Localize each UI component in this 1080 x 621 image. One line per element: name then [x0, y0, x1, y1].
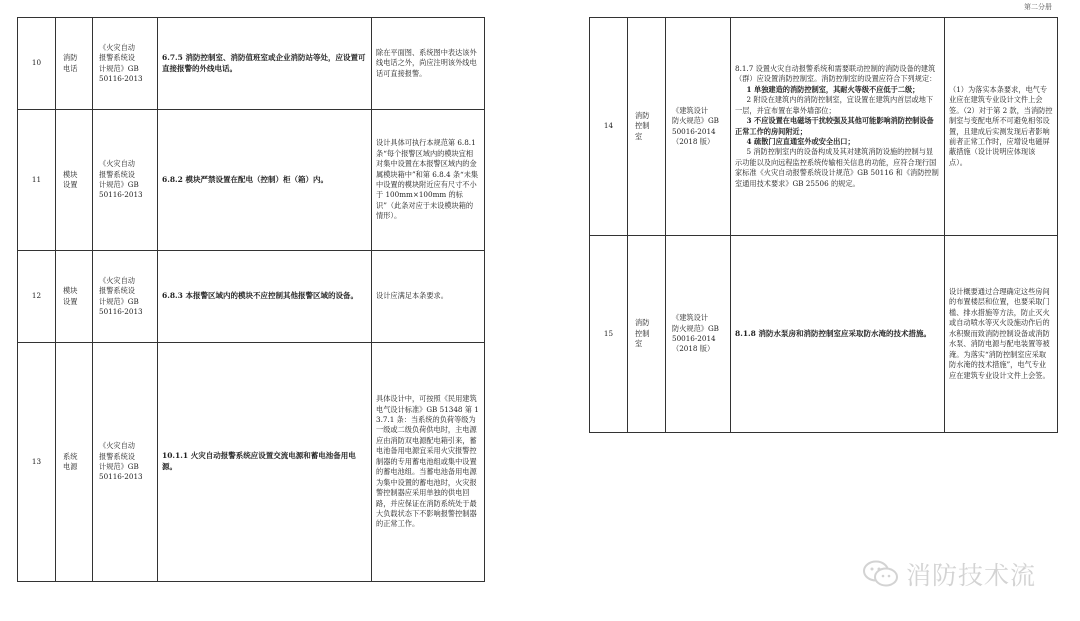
table-row	[590, 236, 1058, 433]
clause-cell	[731, 18, 945, 236]
page-label: 第二分册	[1024, 3, 1052, 11]
clause-cell: 6.8.3 本报警区域内的模块不应控制其他报警区域的设备。	[158, 251, 372, 343]
note-cell: 除在平面图、系统图中表达该外线电话之外，尚应注明该外线电话可直接报警。	[372, 18, 485, 110]
right-standards-table	[589, 17, 1058, 433]
clause-line: 8.1.7 设置火灾自动报警系统和需要联动控制的消防设备的建筑（群）应设置消防控制室。消防控制室的设置应符合下列规定：	[735, 63, 937, 84]
standard-cell: 《火灾自动 报警系统设 计规范》GB 50116-2013	[93, 251, 158, 343]
standard-cell: 《火灾自动 报警系统设 计规范》GB 50116-2013	[93, 110, 158, 251]
row-number: 13	[18, 343, 56, 582]
row-number: 14	[590, 18, 628, 236]
clause-line: 5 消防控制室内的设备构成及其对建筑消防设施的控制与显示功能以及向远程监控系统传输相关信息的功能，应符合现行国家标准《火灾自动报警系统设计规范》GB 50116 和《消防控制室通用技术要求》GB 25506 的规定。	[735, 147, 939, 188]
standard-cell: 《建筑设计 防火规范》GB 50016-2014 （2018 版）	[666, 18, 731, 236]
clause-line: 3 不应设置在电磁场干扰较强及其他可能影响消防控制设备正常工作的房间附近；	[735, 116, 934, 136]
category-cell: 模块 设置	[56, 110, 93, 251]
watermark	[862, 556, 1036, 592]
row-number: 10	[18, 18, 56, 110]
clause-line: 1 单独建造的消防控制室，其耐火等级不应低于二级；	[746, 84, 920, 94]
standard-cell: 《火灾自动 报警系统设 计规范》GB 50116-2013	[93, 18, 158, 110]
row-number: 12	[18, 251, 56, 343]
table-row	[18, 343, 485, 582]
table-row	[18, 18, 485, 110]
left-standards-table	[17, 17, 485, 582]
clause-line: 2 附设在建筑内的消防控制室，宜设置在建筑内首层或地下一层，并宜布置在靠外墙部位；	[735, 95, 934, 115]
note-cell: 设计应满足本条要求。	[372, 251, 485, 343]
clause-cell: 10.1.1 火灾自动报警系统应设置交流电源和蓄电池备用电源。	[158, 343, 372, 582]
note-cell: 设计具体可执行本规范第 6.8.1 条“每个报警区域内的模块宜相对集中设置在本报警区域内的金属模块箱中”和第 6.8.4 条“未集中设置的模块附近应有尺寸不小于 100mm×100mm 的标识”（此条对应于未设模块箱的情形）。	[372, 110, 485, 251]
clause-line: 4 疏散门应直通室外或安全出口；	[746, 136, 855, 146]
table-row	[18, 251, 485, 343]
row-number: 11	[18, 110, 56, 251]
table-row	[18, 110, 485, 251]
clause-cell: 8.1.8 消防水泵房和消防控制室应采取防水淹的技术措施。	[731, 236, 945, 433]
note-cell: 具体设计中，可按照《民用建筑电气设计标准》GB 51348 第 13.7.1 条：当系统的负荷等级为一级或二级负荷供电时，主电源应由消防双电源配电箱引来，蓄电池备用电源宜采用火灾报警控制器的专用蓄电池组或集中设置的蓄电池组。当蓄电池备用电源为集中设置的蓄电池时，火灾报警控制器应采用单独的供电回路，并应保证在消防系统处于最大负载状态下不影响报警控制器的正常工作。	[372, 343, 485, 582]
category-cell: 消防 控制 室	[628, 236, 666, 433]
row-number: 15	[590, 236, 628, 433]
note-cell: （1）为落实本条要求，电气专业应在建筑专业设计文件上会签。（2）对于第 2 款，当消防控制室与变配电所不可避免相邻设置，且建成后实测发现后者影响前者正常工作时，应增设电磁屏蔽措施（设计说明应体现该点）。	[945, 18, 1058, 236]
category-cell: 消防 电话	[56, 18, 93, 110]
wechat-icon	[862, 559, 900, 589]
table-row	[590, 18, 1058, 236]
category-cell: 模块 设置	[56, 251, 93, 343]
clause-cell: 6.7.5 消防控制室、消防值班室或企业消防站等处，应设置可直接报警的外线电话。	[158, 18, 372, 110]
category-cell: 系统 电源	[56, 343, 93, 582]
watermark-text: 消防技术流	[906, 561, 1037, 590]
clause-cell: 6.8.2 模块严禁设置在配电（控制）柜（箱）内。	[158, 110, 372, 251]
standard-cell: 《建筑设计 防火规范》GB 50016-2014 （2018 版）	[666, 236, 731, 433]
category-cell: 消防 控制 室	[628, 18, 666, 236]
note-cell: 设计概要通过合理确定这些房间的布置楼层和位置，也要采取门槛、排水措施等方法，防止灭火或自动喷水等灭火设施动作后的水积聚而致消防控制设备或消防水泵、消防电源与配电装置等被淹。为落实“消防控制室应采取防水淹的技术措施”，电气专业应在建筑专业设计文件上会签。	[945, 236, 1058, 433]
standard-cell: 《火灾自动 报警系统设 计规范》GB 50116-2013	[93, 343, 158, 582]
